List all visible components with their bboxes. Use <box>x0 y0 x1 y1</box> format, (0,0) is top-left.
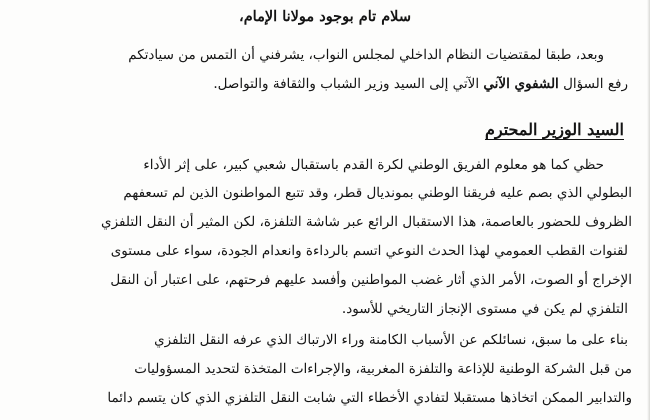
intro-line-1: وبعد، طبقا لمقتضيات النظام الداخلي لمجلس النواب، يشرفني أن التمس من سيادتكم <box>128 47 604 63</box>
intro-line-2 <box>12 73 628 95</box>
greeting-line: سلام تام بوجود مولانا الإمام، <box>239 8 411 25</box>
body-line-7: بناء على ما سبق، نسائلكم عن الأسباب الكامنة وراء الارتباك الذي عرفه النقل التلفزي <box>154 332 628 348</box>
addressee-heading: السيد الوزير المحترم <box>484 120 624 139</box>
body-line-2: البطولي الذي بصم عليه فريقنا الوطني بمونديال قطر، وقد تتبع المواطنون الذين لم تسعفهم <box>123 185 632 201</box>
question-type-keyword: الشفوي الآني <box>483 76 559 92</box>
body-line-8: من قبل الشركة الوطنية للإذاعة والتلفزة المغربية، والإجراءات المتخذة لتحديد المسؤوليات <box>134 361 632 377</box>
body-line-9: والتدابير الممكن اتخاذها مستقبلا لتفادي الأخطاء التي شابت النقل التلفزي الذي كان يتسم دائما <box>107 390 632 406</box>
body-line-4: لقنوات القطب العمومي لهذا الحدث النوعي اتسم بالرداءة وانعدام الجودة، سواء على مستوى <box>110 243 628 259</box>
body-line-6: التلفزي لم يكن في مستوى الإنجاز التاريخي للأسود. <box>341 301 628 317</box>
body-line-3: الظروف للحضور بالعاصمة، هذا الاستقبال الرائع عبر شاشة التلفزة، لكن المثير أن النقل التلفزي <box>101 214 632 230</box>
body-line-5: الإخراج أو الصوت، الأمر الذي أثار غضب المواطنين وأفسد عليهم فرحتهم، على اعتبار أن النقل <box>110 272 632 288</box>
body-line-1: حظي كما هو معلوم الفريق الوطني لكرة القدم باستقبال شعبي كبير، على إثر الأداء <box>143 157 604 173</box>
intro-line-2-prefix: رفع السؤال <box>563 76 628 92</box>
intro-line-2-suffix: الآتي إلى السيد وزير الشباب والثقافة والتواصل. <box>213 76 480 92</box>
